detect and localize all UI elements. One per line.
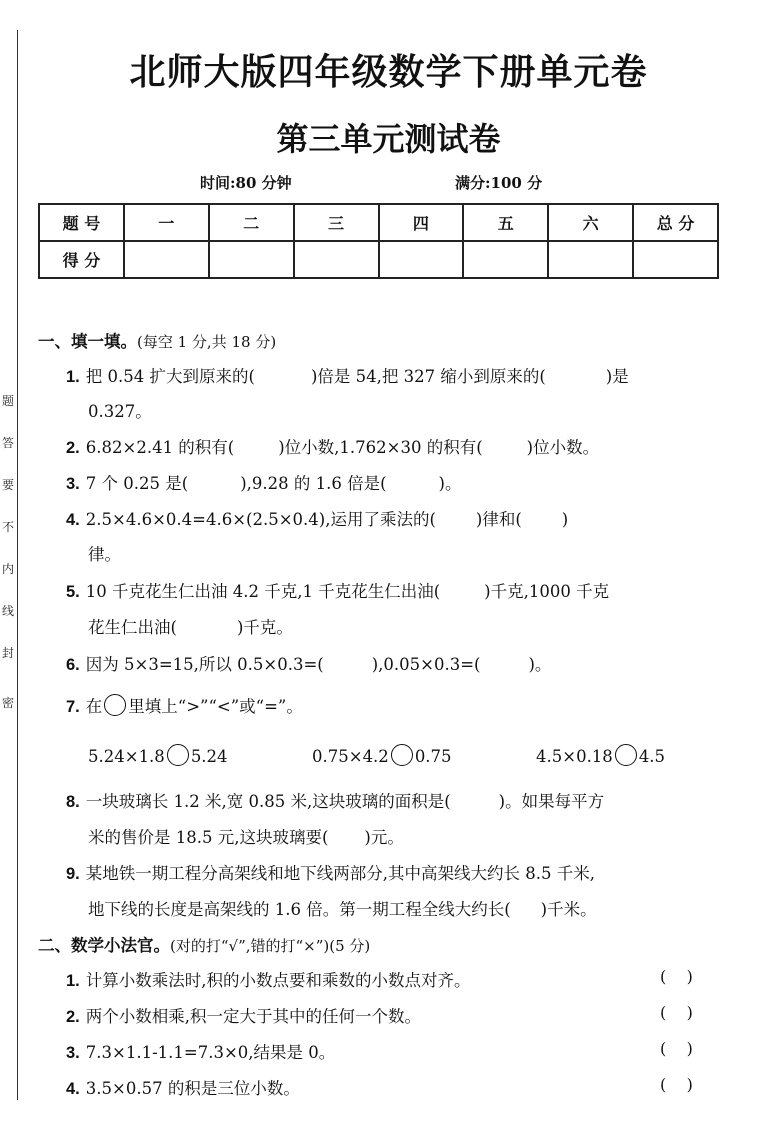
score-table-cell: 题 号	[39, 204, 124, 241]
question-number: 4.	[66, 1080, 80, 1098]
question-text: 米的售价是 18.5 元,这块玻璃要(	[88, 828, 329, 847]
binding-char: 内	[1, 562, 14, 576]
judge-item	[66, 1039, 335, 1063]
score-table-cell: 一	[124, 204, 209, 241]
question-number: 1.	[66, 368, 80, 386]
question-text: 因为 5×3=15,所以 0.5×0.3=(	[85, 655, 324, 674]
question-number: 2.	[66, 439, 80, 457]
binding-char: 不	[1, 520, 14, 534]
question-4	[66, 506, 568, 530]
expression-left: 5.24×1.8	[88, 747, 165, 766]
question-text: 在	[85, 697, 103, 716]
judge-item	[66, 1075, 300, 1099]
question-text: 7 个 0.25 是(	[85, 474, 189, 493]
score-table	[38, 203, 719, 279]
question-number: 3.	[66, 475, 80, 493]
question-text: )是	[605, 367, 629, 386]
score-table-score-row	[39, 241, 718, 278]
judge-item	[66, 967, 471, 991]
question-text: )位小数,1.762×30 的积有(	[278, 438, 483, 457]
question-text: 花生仁出油(	[88, 618, 177, 637]
page-subtitle: 第三单元测试卷	[276, 120, 501, 158]
expression-right: 0.75	[414, 747, 452, 766]
question-1	[66, 363, 629, 387]
score-entry-cell[interactable]	[548, 241, 633, 278]
score-table-cell: 三	[294, 204, 379, 241]
question-text: )。如果每平方	[498, 792, 605, 811]
question-5	[66, 578, 609, 602]
compare-circle[interactable]	[391, 744, 413, 766]
question-text: )	[561, 510, 569, 529]
score-entry-cell[interactable]	[463, 241, 548, 278]
question-text: 把 0.54 扩大到原来的(	[85, 367, 255, 386]
question-number: 5.	[66, 583, 80, 601]
binding-line	[17, 30, 18, 1100]
judge-blank[interactable]: ( )	[660, 1003, 693, 1022]
score-entry-cell[interactable]	[124, 241, 209, 278]
score-entry-cell[interactable]	[633, 241, 718, 278]
binding-char: 封	[1, 646, 14, 660]
question-text: )律和(	[475, 510, 522, 529]
expression-right: 5.24	[190, 747, 228, 766]
judge-item	[66, 1003, 421, 1027]
question-number: 9.	[66, 865, 80, 883]
section-1-heading	[38, 328, 276, 352]
question-text: 两个小数相乘,积一定大于其中的任何一个数。	[85, 1007, 422, 1026]
question-number: 3.	[66, 1044, 80, 1062]
question-3	[66, 470, 461, 494]
question-text: 地下线的长度是高架线的 1.6 倍。第一期工程全线大约长(	[88, 900, 511, 919]
judge-blank[interactable]: ( )	[660, 1039, 693, 1058]
score-entry-cell[interactable]	[294, 241, 379, 278]
judge-blank[interactable]: ( )	[660, 967, 693, 986]
question-text: )。	[438, 474, 462, 493]
score-table-cell: 总 分	[633, 204, 718, 241]
question-number: 4.	[66, 511, 80, 529]
question-text: 2.5×4.6×0.4=4.6×(2.5×0.4),运用了乘法的(	[85, 510, 436, 529]
question-number: 2.	[66, 1008, 80, 1026]
question-text: 3.5×0.57 的积是三位小数。	[85, 1079, 300, 1098]
section-1-title: 一、填一填。	[38, 332, 137, 351]
binding-char: 题	[1, 394, 14, 408]
binding-char: 密	[1, 696, 14, 710]
score-table-cell: 六	[548, 204, 633, 241]
question-text: 律。	[88, 545, 121, 564]
section-1-note: (每空 1 分,共 18 分)	[137, 333, 277, 351]
score-table-row-label: 得 分	[39, 241, 124, 278]
question-text: )千米。	[540, 900, 597, 919]
binding-char: 要	[1, 478, 14, 492]
question-text: 10 千克花生仁出油 4.2 千克,1 千克花生仁出油(	[85, 582, 441, 601]
question-2	[66, 434, 599, 458]
question-text: 0.327。	[88, 402, 152, 421]
circle-icon	[104, 694, 126, 716]
judge-blank[interactable]: ( )	[660, 1075, 693, 1094]
question-8	[66, 788, 604, 812]
question-6	[66, 651, 551, 675]
exam-time: 时间:80 分钟	[200, 174, 292, 192]
score-entry-cell[interactable]	[379, 241, 464, 278]
score-table-cell: 五	[463, 204, 548, 241]
question-text: 6.82×2.41 的积有(	[85, 438, 235, 457]
question-number: 8.	[66, 793, 80, 811]
question-5-continued	[88, 614, 293, 638]
section-2-title: 二、数学小法官。	[38, 936, 170, 955]
question-text: 7.3×1.1-1.1=7.3×0,结果是 0。	[85, 1043, 336, 1062]
question-text: )元。	[364, 828, 404, 847]
question-text: )。	[528, 655, 552, 674]
question-text: 一块玻璃长 1.2 米,宽 0.85 米,这块玻璃的面积是(	[85, 792, 451, 811]
expression-left: 4.5×0.18	[536, 747, 613, 766]
question-number: 7.	[66, 698, 80, 716]
score-entry-cell[interactable]	[209, 241, 294, 278]
comparison-3	[536, 744, 665, 766]
comparison-2	[312, 744, 452, 766]
compare-circle[interactable]	[167, 744, 189, 766]
comparison-1	[88, 744, 228, 766]
question-text: ),0.05×0.3=(	[371, 655, 481, 674]
expression-right: 4.5	[638, 747, 666, 766]
question-text: )千克,1000 千克	[484, 582, 610, 601]
question-text: ),9.28 的 1.6 倍是(	[240, 474, 387, 493]
section-2-heading	[38, 932, 370, 956]
question-9	[66, 860, 595, 884]
section-2-note: (对的打“√”,错的打“×”)(5 分)	[170, 937, 371, 955]
exam-full-score: 满分:100 分	[455, 174, 543, 192]
score-table-cell: 四	[379, 204, 464, 241]
question-text: 计算小数乘法时,积的小数点要和乘数的小数点对齐。	[85, 971, 471, 990]
question-8-continued	[88, 824, 404, 848]
question-number: 6.	[66, 656, 80, 674]
binding-char: 线	[1, 604, 14, 618]
binding-char: 答	[1, 436, 14, 450]
question-text: )位小数。	[526, 438, 600, 457]
page-title: 北师大版四年级数学下册单元卷	[129, 52, 648, 93]
score-table-cell: 二	[209, 204, 294, 241]
compare-circle[interactable]	[615, 744, 637, 766]
question-9-continued	[88, 896, 597, 920]
question-7	[66, 693, 303, 717]
score-table-header-row	[39, 204, 718, 241]
question-text: )千克。	[236, 618, 293, 637]
question-text: 里填上“>”“<”或“=”。	[128, 697, 303, 716]
question-text: 某地铁一期工程分高架线和地下线两部分,其中高架线大约长 8.5 千米,	[85, 864, 595, 883]
question-number: 1.	[66, 972, 80, 990]
expression-left: 0.75×4.2	[312, 747, 389, 766]
question-text: )倍是 54,把 327 缩小到原来的(	[310, 367, 546, 386]
